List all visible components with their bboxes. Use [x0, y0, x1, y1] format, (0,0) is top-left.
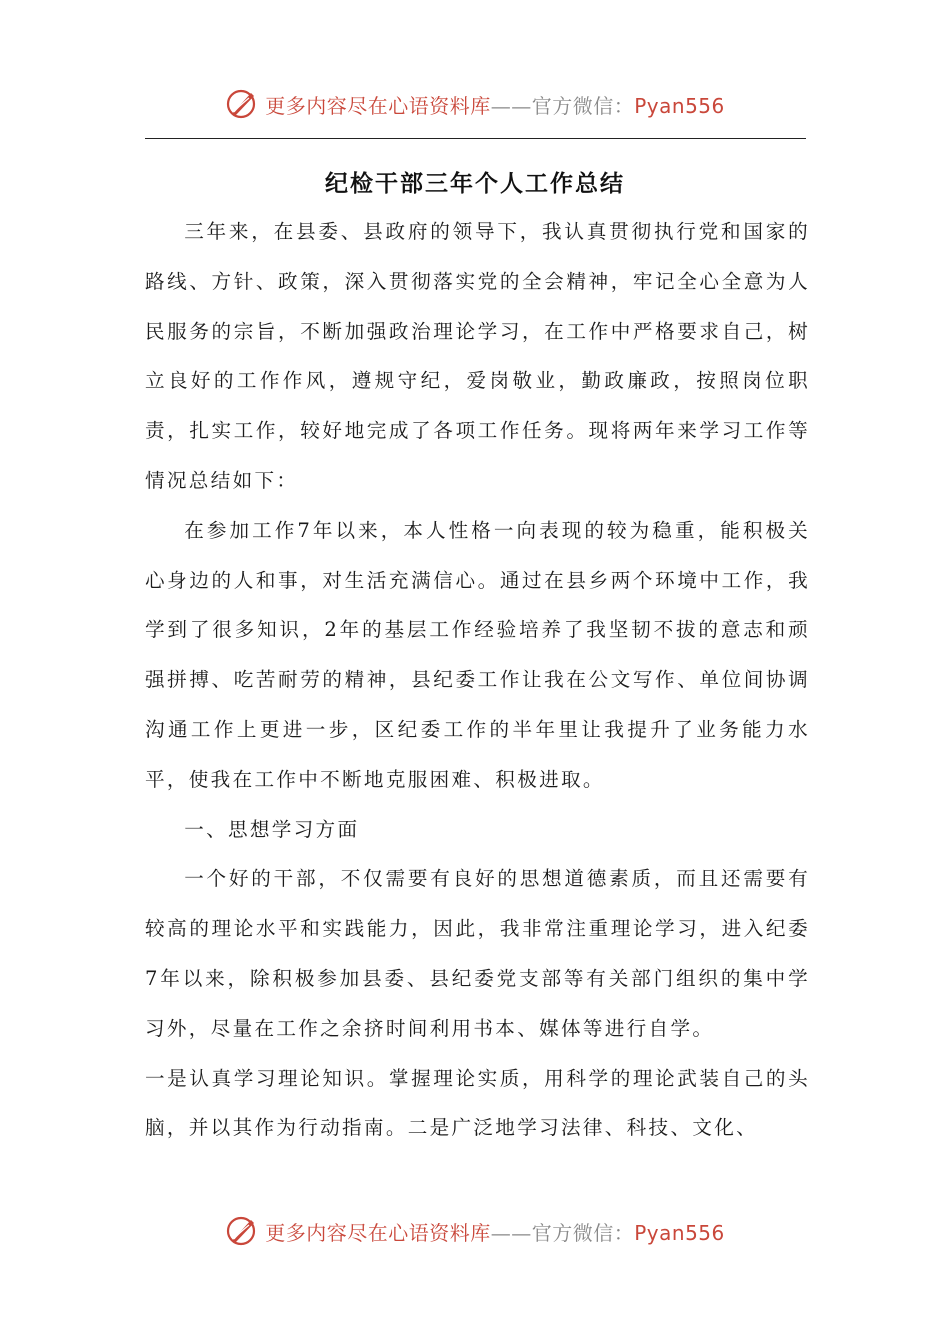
- quill-logo-icon: [225, 1214, 259, 1248]
- document-body: [145, 207, 810, 1153]
- footer-watermark: [0, 1209, 950, 1253]
- paragraph: 一是认真学习理论知识。掌握理论实质，用科学的理论武装自己的头脑，并以其作为行动指南。二是广泛地学习法律、科技、文化、: [145, 1066, 810, 1140]
- watermark-text: 更多内容尽在心语资料库——官方微信：Pyan556: [265, 1220, 725, 1245]
- header-watermark: [0, 82, 950, 126]
- section-heading: 一、思想学习方面: [184, 817, 360, 841]
- paragraph: 一个好的干部，不仅需要有良好的思想道德素质，而且还需要有较高的理论水平和实践能力，因此，我非常注重理论学习，进入纪委7年以来，除积极参加县委、县纪委党支部等有关部门组织的集中学习外，尽量在工作之余挤时间利用书本、媒体等进行自学。: [145, 867, 810, 1040]
- quill-logo-icon: [225, 87, 259, 121]
- header-divider: [145, 138, 806, 139]
- document-title: 纪检干部三年个人工作总结: [325, 171, 625, 197]
- paragraph: 三年来，在县委、县政府的领导下，我认真贯彻执行党和国家的路线、方针、政策，深入贯彻落实党的全会精神，牢记全心全意为人民服务的宗旨，不断加强政治理论学习，在工作中严格要求自己，树立良好的工作作风，遵规守纪，爱岗敬业，勤政廉政，按照岗位职责，扎实工作，较好地完成了各项工作任务。现将两年来学习工作等情况总结如下：: [145, 220, 810, 492]
- paragraph: 在参加工作7年以来，本人性格一向表现的较为稳重，能积极关心身边的人和事，对生活充满信心。通过在县乡两个环境中工作，我学到了很多知识，2年的基层工作经验培养了我坚韧不拔的意志和顽强拼搏、吃苦耐劳的精神，县纪委工作让我在公文写作、单位间协调沟通工作上更进一步，区纪委工作的半年里让我提升了业务能力水平，使我在工作中不断地克服困难、积极进取。: [145, 518, 810, 791]
- watermark-text: 更多内容尽在心语资料库——官方微信：Pyan556: [265, 93, 725, 118]
